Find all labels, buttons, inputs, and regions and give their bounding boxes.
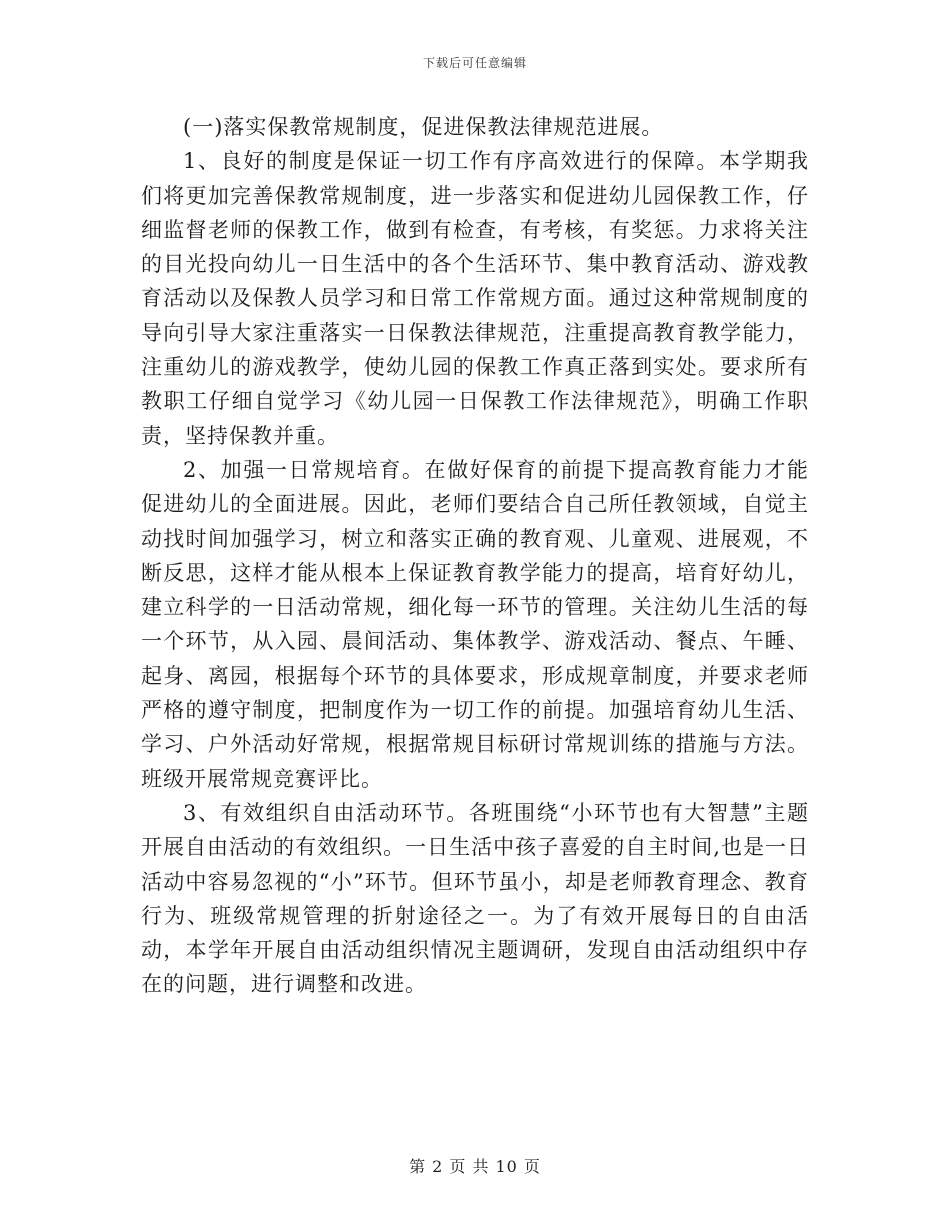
footer-prefix: 第 (409, 1157, 427, 1176)
section-title: (一)落实保教常规制度，促进保教法律规范进展。 (183, 115, 664, 139)
paragraph-1: 1、良好的制度是保证一切工作有序高效进行的保障。本学期我们将更加完善保教常规制度，进一步落实和促进幼儿园保教工作，仔细监督老师的保教工作，做到有检查，有考核，有奖惩。力求将关注的目光投向幼儿一日生活中的各个生活环节、集中教育活动、游戏教育活动以及保教人员学习和日常工作常规方面。通过这种常规制度的导向引导大家注重落实一日保教法律规范，注重提高教育教学能力，注重幼儿的游戏教学，使幼儿园的保教工作真正落到实处。要求所有教职工仔细自觉学习《幼儿园一日保教工作法律规范》，明确工作职责，坚持保教并重。 (141, 149, 809, 448)
document-body (141, 110, 809, 1002)
footer-suffix: 页 (523, 1157, 541, 1176)
page-header-note: 下载后可任意编辑 (422, 56, 527, 70)
footer-page-number: 2 (432, 1157, 444, 1176)
footer-middle: 页 共 (449, 1157, 490, 1176)
page-footer (0, 1154, 950, 1177)
paragraph-2: 2、加强一日常规培育。在做好保育的前提下提高教育能力才能促进幼儿的全面进展。因此，老师们要结合自己所任教领域，自觉主动找时间加强学习，树立和落实正确的教育观、儿童观、进展观，不断反思，这样才能从根本上保证教育教学能力的提高，培育好幼儿，建立科学的一日活动常规，细化每一环节的管理。关注幼儿生活的每一个环节，从入园、晨间活动、集体教学、游戏活动、餐点、午睡、起身、离园，根据每个环节的具体要求，形成规章制度，并要求老师严格的遵守制度，把制度作为一切工作的前提。加强培育幼儿生活、学习、户外活动好常规，根据常规目标研讨常规训练的措施与方法。班级开展常规竞赛评比。 (141, 457, 809, 791)
paragraph-3: 3、有效组织自由活动环节。各班围绕“小环节也有大智慧”主题开展自由活动的有效组织。一日生活中孩子喜爱的自主时间,也是一日活动中容易忽视的“小”环节。但环节虽小，却是老师教育理念、教育行为、班级常规管理的折射途径之一。为了有效开展每日的自由活动，本学年开展自由活动组织情况主题调研，发现自由活动组织中存在的问题，进行调整和改进。 (141, 800, 809, 997)
footer-total-pages: 10 (495, 1157, 518, 1176)
